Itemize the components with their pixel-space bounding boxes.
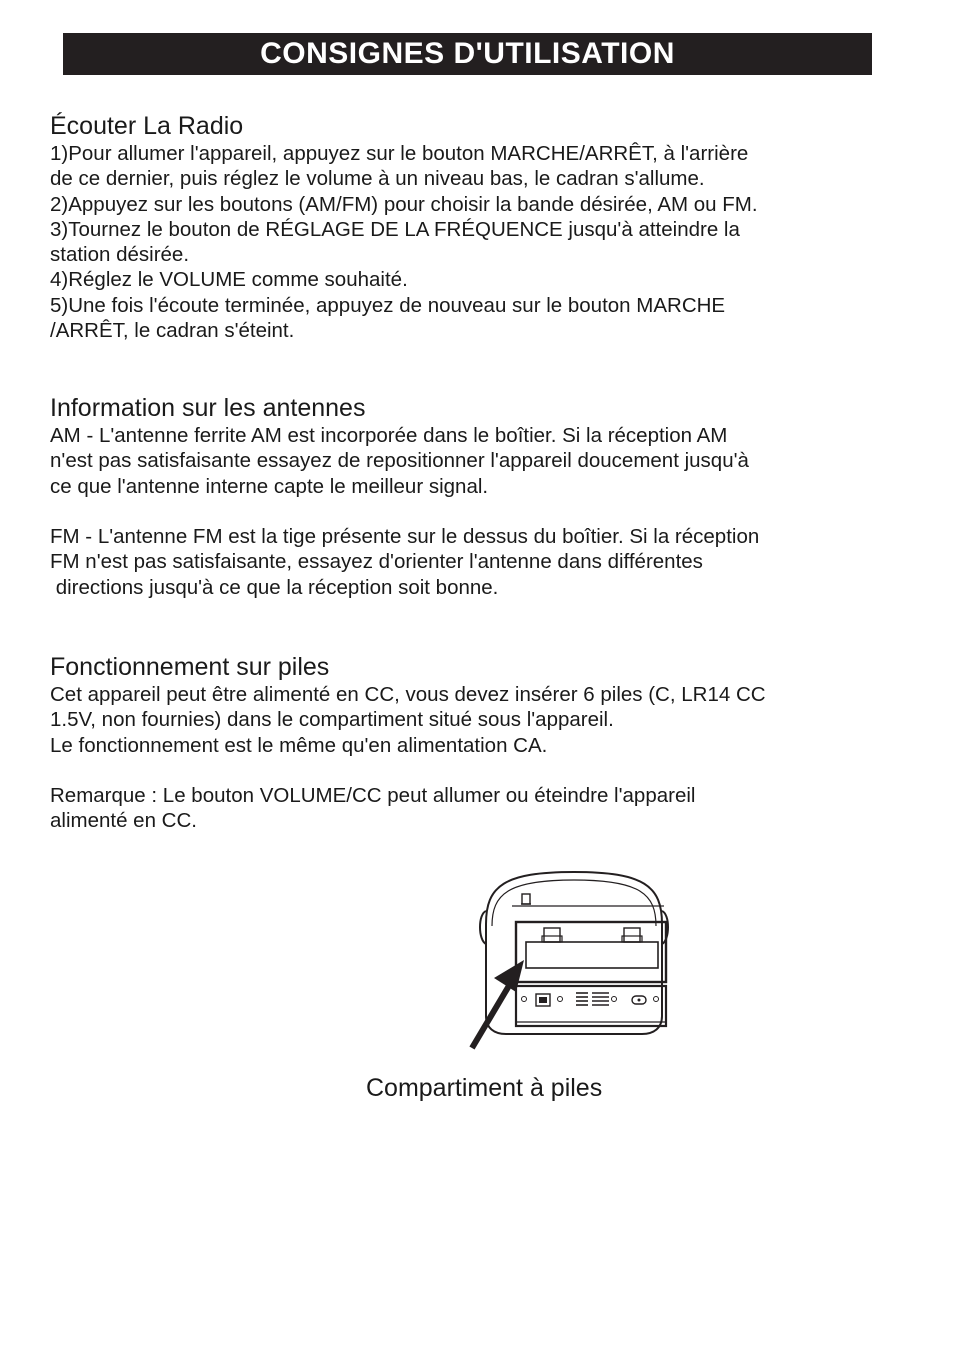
paragraph-line: FM - L'antenne FM est la tige présente sur le dessus du boîtier. Si la réception bbox=[50, 525, 760, 549]
blank-line bbox=[50, 499, 910, 524]
section-heading: Information sur les antennes bbox=[50, 394, 366, 422]
paragraph-line: ce que l'antenne interne capte le meilleur signal. bbox=[50, 474, 489, 498]
paragraph-line: station désirée. bbox=[50, 243, 190, 267]
paragraph-line: FM n'est pas satisfaisante, essayez d'orienter l'antenne dans différentes bbox=[50, 550, 703, 574]
section-heading: Fonctionnement sur piles bbox=[50, 653, 330, 681]
page-title: CONSIGNES D'UTILISATION bbox=[63, 33, 872, 75]
paragraph-line: 2)Appuyez sur les boutons (AM/FM) pour choisir la bande désirée, AM ou FM. bbox=[50, 192, 758, 216]
section-ecouter-radio bbox=[50, 111, 910, 343]
paragraph-line: Le fonctionnement est le même qu'en alimentation CA. bbox=[50, 733, 548, 757]
blank-line bbox=[50, 758, 910, 783]
paragraph-line: 1)Pour allumer l'appareil, appuyez sur le bouton MARCHE/ARRÊT, à l'arrière bbox=[50, 142, 749, 165]
section-antennes bbox=[50, 393, 910, 600]
paragraph-line: directions jusqu'à ce que la réception soit bonne. bbox=[50, 575, 499, 599]
paragraph-line: de ce dernier, puis réglez le volume à un niveau bas, le cadran s'allume. bbox=[50, 167, 705, 191]
section-fonctionnement-piles bbox=[50, 652, 910, 834]
paragraph-line: n'est pas satisfaisante essayez de repositionner l'appareil doucement jusqu'à bbox=[50, 449, 749, 473]
paragraph-line: AM - L'antenne ferrite AM est incorporée dans le boîtier. Si la réception AM bbox=[50, 424, 728, 447]
paragraph-line: 1.5V, non fournies) dans le compartiment situé sous l'appareil. bbox=[50, 708, 614, 732]
paragraph-line: Remarque : Le bouton VOLUME/CC peut allumer ou éteindre l'appareil bbox=[50, 784, 696, 808]
illustration-caption: Compartiment à piles bbox=[366, 1074, 603, 1102]
paragraph-line: 3)Tournez le bouton de RÉGLAGE DE LA FRÉQUENCE jusqu'à atteindre la bbox=[50, 217, 740, 241]
section-heading: Écouter La Radio bbox=[50, 112, 244, 140]
paragraph-line: Cet appareil peut être alimenté en CC, vous devez insérer 6 piles (C, LR14 CC bbox=[50, 683, 766, 706]
paragraph-line: /ARRÊT, le cadran s'éteint. bbox=[50, 319, 295, 343]
radio-back-view-illustration bbox=[464, 866, 684, 1056]
paragraph-line: 5)Une fois l'écoute terminée, appuyez de nouveau sur le bouton MARCHE bbox=[50, 293, 726, 317]
paragraph-line: 4)Réglez le VOLUME comme souhaité. bbox=[50, 268, 408, 292]
paragraph-line: alimenté en CC. bbox=[50, 809, 197, 833]
